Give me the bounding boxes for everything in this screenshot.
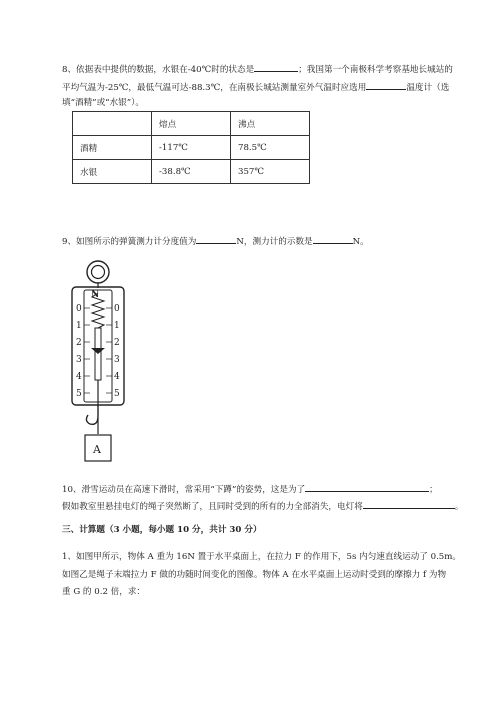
- newton-unit-label: N: [91, 290, 100, 300]
- table-cell: 357℃: [231, 160, 310, 184]
- scale-label-right: 4: [114, 372, 120, 382]
- scale-label-right: 1: [114, 321, 120, 331]
- scale-label-left: 5: [76, 389, 82, 399]
- q10-line-1: 10、滑雪运动员在高速下滑时，常采用“下蹲”的姿势，这是为了 ；: [62, 482, 438, 496]
- q10-answer-blank-1[interactable]: [305, 482, 429, 492]
- scale-label-right: 2: [114, 338, 120, 348]
- q9-answer-blank-2[interactable]: [313, 234, 353, 244]
- q9-answer-blank-1[interactable]: [196, 234, 236, 244]
- scale-label-left: 3: [76, 355, 82, 365]
- table-row: [73, 136, 310, 160]
- table-cell: 酒精: [73, 136, 152, 160]
- scale-label-left: 2: [76, 338, 82, 348]
- scale-label-right: 0: [114, 304, 120, 314]
- table-cell: 78.5℃: [231, 136, 310, 160]
- q8-answer-blank-2[interactable]: [366, 80, 406, 90]
- calc1-line-3: 重 G 的 0.2 倍，求：: [62, 587, 146, 597]
- calc1-line-1: 1、如图甲所示，物体 A 重为 16N 置于水平桌面上，在拉力 F 的作用下，5s 内匀速直线运动了 0.5m。: [62, 552, 462, 562]
- scale-label-right: 3: [114, 355, 120, 365]
- q8-line-2: 平均气温为-25℃，最低气温可达-88.3℃，在南极长城站测量室外气温时应选用 温度计（选: [62, 80, 449, 94]
- table-cell: 水银: [73, 160, 152, 184]
- top-ring: [87, 261, 109, 283]
- calc1-line-2: 如图乙是绳子末端拉力 F 做的功随时间变化的图像。物体 A 在水平桌面上运动时受到的摩擦力 f 为物: [62, 570, 447, 580]
- section-heading: 三、计算题（3 小题，每小题 10 分，共计 30 分）: [62, 525, 262, 535]
- q10-line-2: 假如教室里悬挂电灯的绳子突然断了，且同时受到的所有的力全部消失，电灯将 。: [62, 499, 463, 513]
- table-cell: -117℃: [152, 136, 231, 160]
- table-header-cell: [73, 112, 152, 136]
- q10-answer-blank-2[interactable]: [363, 499, 455, 509]
- q8-answer-blank-1[interactable]: [254, 62, 298, 72]
- hook: [86, 405, 98, 424]
- scale-label-left: 0: [76, 304, 82, 314]
- spring-scale-figure: [60, 258, 140, 468]
- scale-label-left: 4: [76, 372, 82, 382]
- weight-label: A: [93, 443, 101, 456]
- table-row: [73, 160, 310, 184]
- q8-line-3: 填“酒精”或“水银”）。: [62, 98, 145, 108]
- q9-line: 9、如图所示的弹簧测力计分度值为 N，测力计的示数是 N。: [62, 234, 369, 248]
- table-cell: -38.8℃: [152, 160, 231, 184]
- scale-label-left: 1: [76, 321, 82, 331]
- q8-line-1: 8、依据表中提供的数据，水银在-40℃时的状态是 ；我国第一个南极科学考察基地长城站的: [62, 62, 453, 76]
- table-header-cell: 沸点: [231, 112, 310, 136]
- melting-boiling-table: [72, 111, 310, 184]
- table-header-cell: 熔点: [152, 112, 231, 136]
- scale-label-right: 5: [114, 389, 120, 399]
- pointer-tip: [91, 348, 105, 354]
- table-header-row: [73, 112, 310, 136]
